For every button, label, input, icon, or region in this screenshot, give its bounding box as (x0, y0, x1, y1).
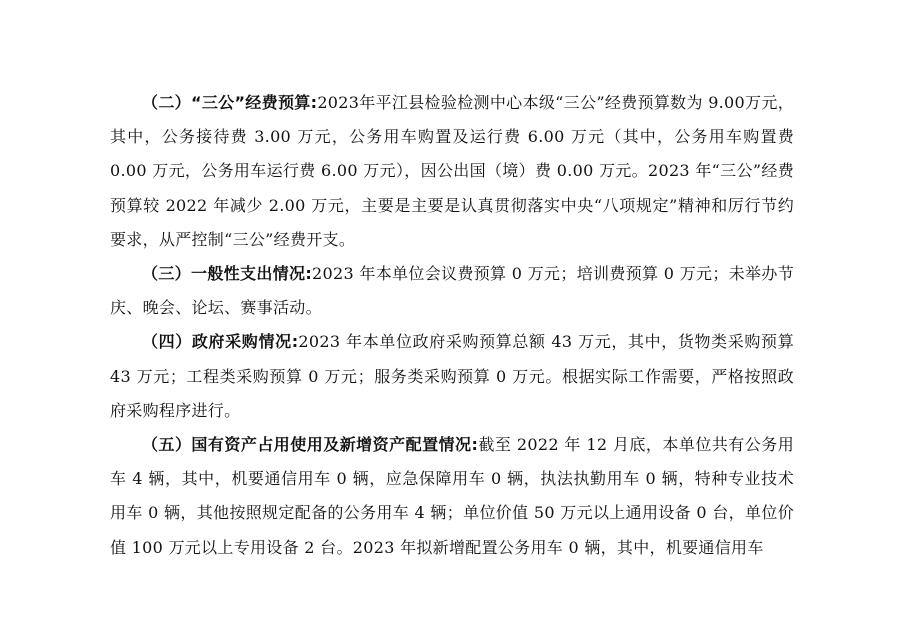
section-state-assets (110, 428, 794, 565)
section-sangong-budget (110, 86, 794, 257)
section-general-expenditure (110, 257, 794, 325)
section-text: 截至 2022 年 12 月底，本单位共有公务用车 4 辆，其中，机要通信用车 0 辆，应急保障用车 0 辆，执法执勤用车 0 辆，特种专业技术用车 0 辆，其他按照规定配备的公务用车 4 辆；单位价值 50 万元以上通用设备 0 台，单位价值 100 万元以上专用设备 2 台。2023 年拟新增配置公务用车 0 辆，其中，机要通信用车 (110, 435, 795, 557)
section-heading: （四）政府采购情况: (142, 332, 299, 352)
section-text: 2023 年本单位会议费预算 0 万元；培训费预算 0 万元；未举办节庆、晚会、论坛、赛事活动。 (110, 264, 794, 318)
section-heading: （二）“三公”经费预算: (142, 93, 318, 112)
document-body (110, 86, 794, 565)
section-government-procurement (110, 325, 794, 428)
section-text: 2023年平江县检验检测中心本级“三公”经费预算数为 9.00万元，其中，公务接待费 3.00 万元，公务用车购置及运行费 6.00 万元（其中，公务用车购置费 0.00 万元，公务用车运行费 6.00 万元），因公出国（境）费 0.00 万元。2023 年“三公”经费预算较 2022 年减少 2.00 万元，主要是主要是认真贯彻落实中央“八项规定”精神和厉行节约要求，从严控制“三公”经费开支。 (110, 93, 794, 249)
section-heading: （五）国有资产占用使用及新增资产配置情况: (142, 435, 479, 455)
section-text: 2023 年本单位政府采购预算总额 43 万元，其中，货物类采购预算 43 万元；工程类采购预算 0 万元；服务类采购预算 0 万元。根据实际工作需要，严格按照政府采购程序进行。 (110, 332, 794, 420)
section-heading: （三）一般性支出情况: (142, 264, 313, 284)
